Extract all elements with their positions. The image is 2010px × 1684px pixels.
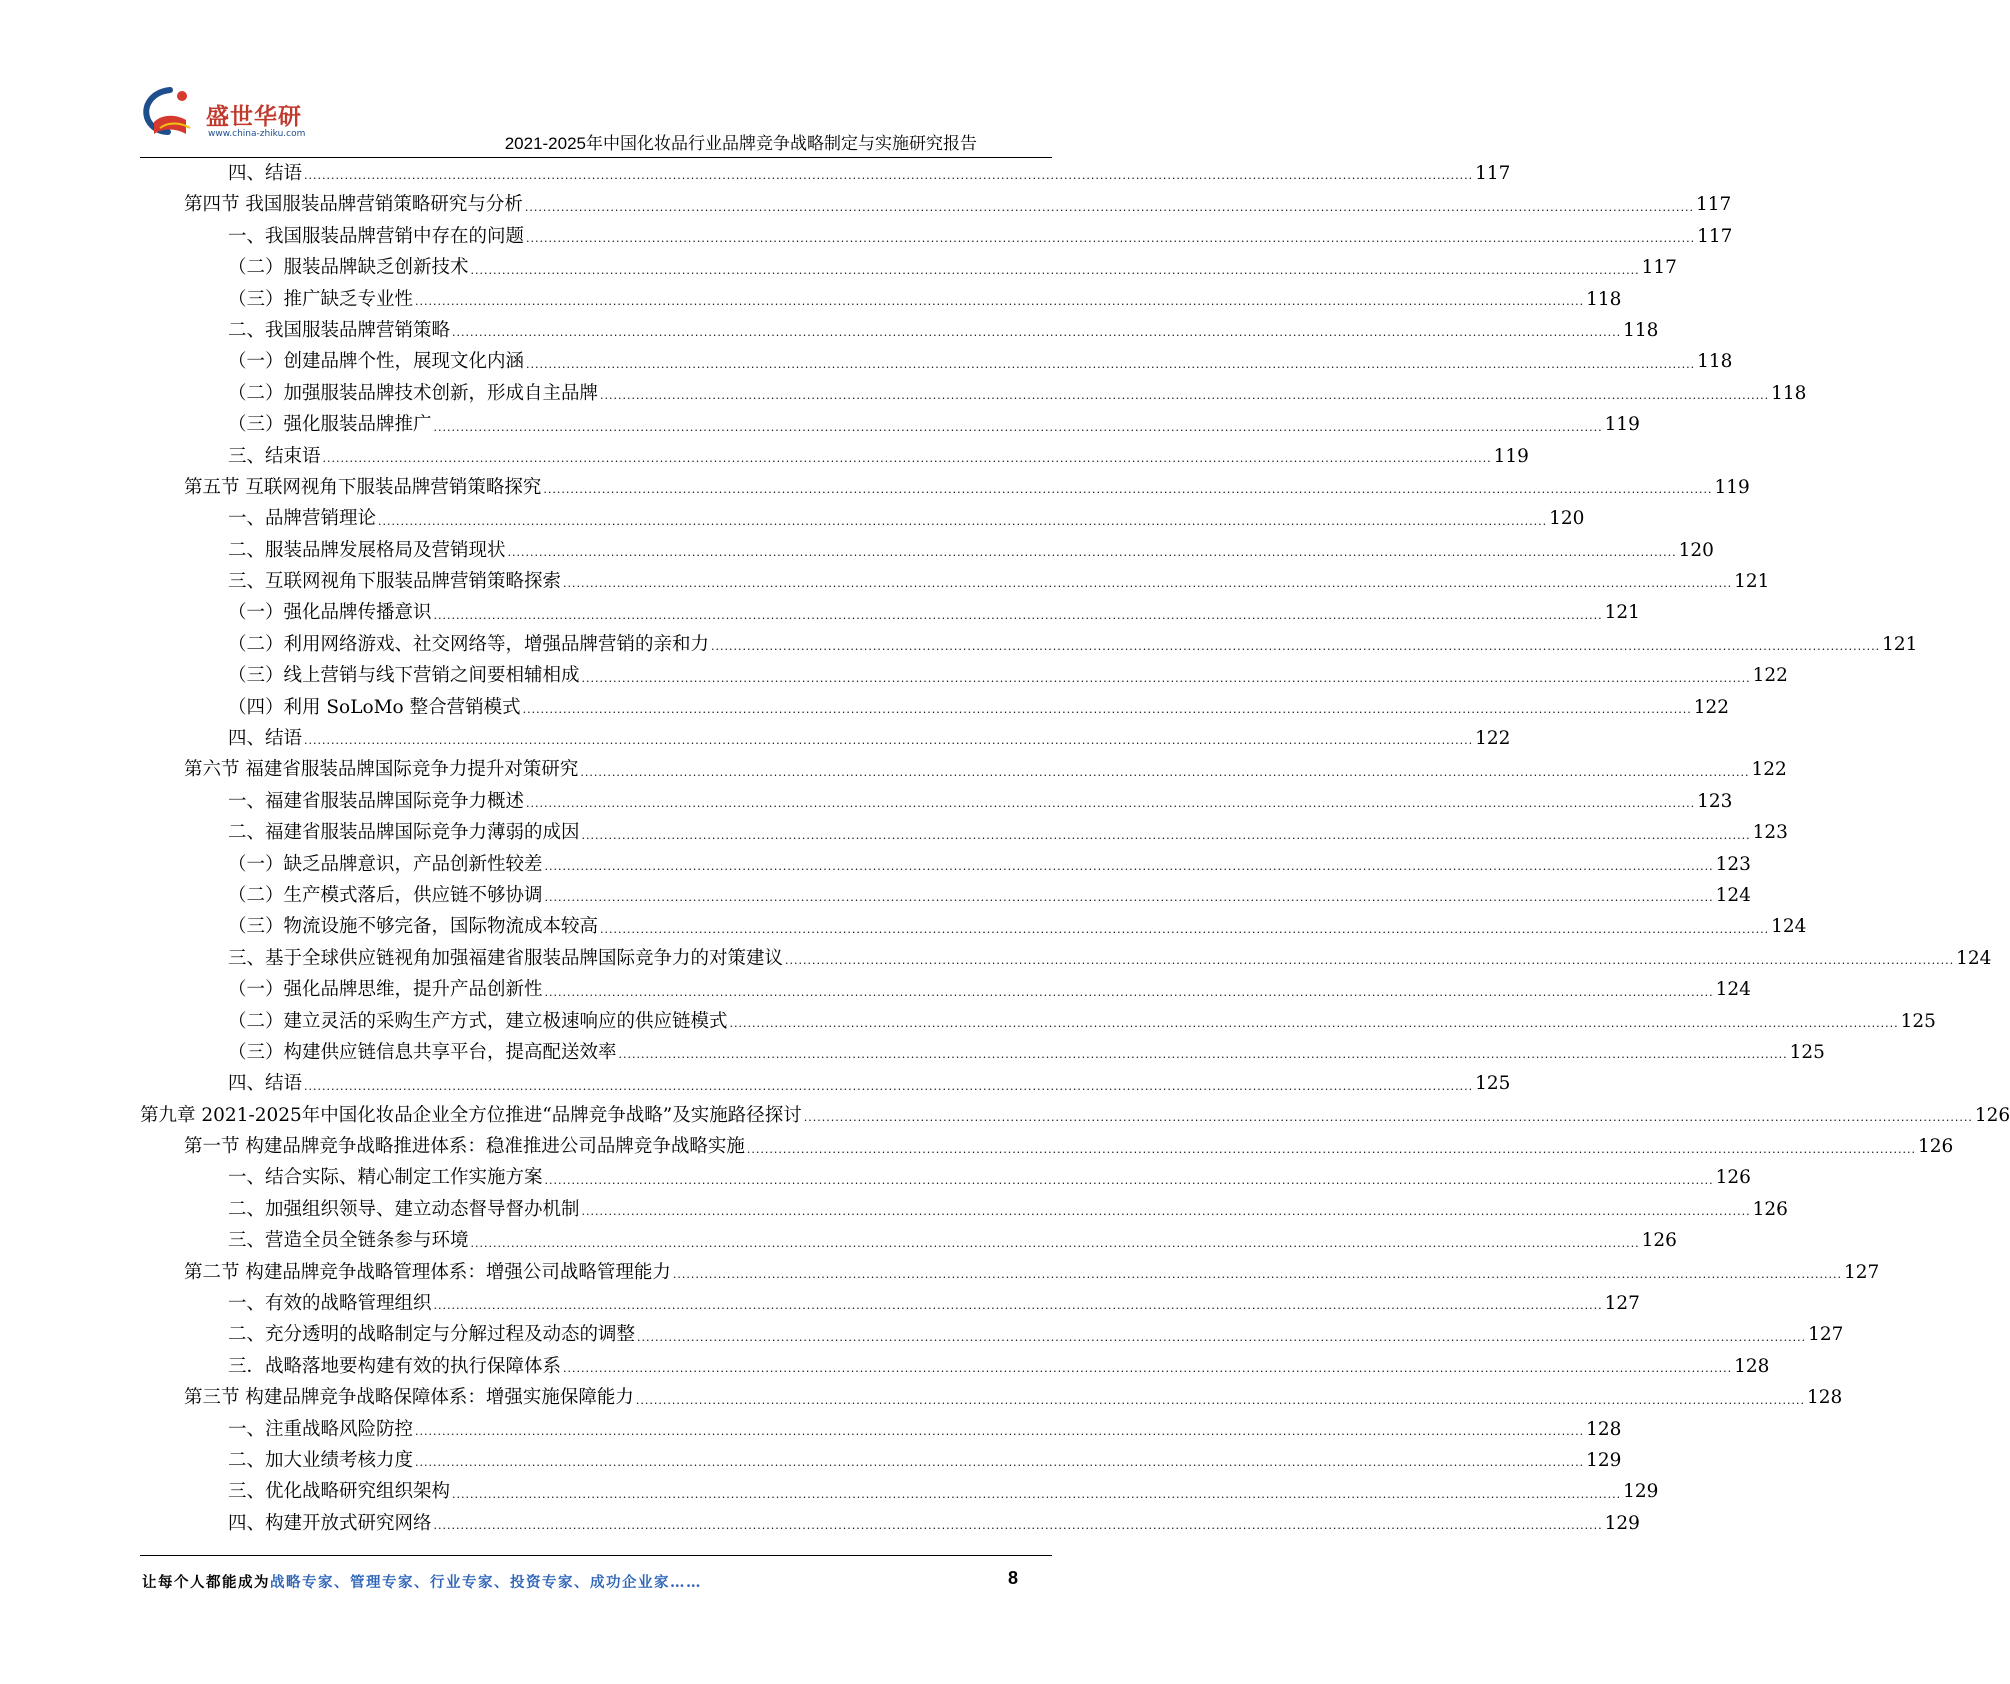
toc-entry-title: 四、构建开放式研究网络 [228, 1512, 432, 1534]
toc-entry-page: 122 [1475, 728, 1511, 750]
toc-entry[interactable] [140, 1351, 1770, 1382]
toc-entry-title: （一）强化品牌传播意识 [228, 602, 432, 624]
toc-entry[interactable] [140, 284, 1622, 315]
toc-entry-page: 118 [1697, 351, 1733, 373]
toc-entry-title: 一、福建省服装品牌国际竞争力概述 [228, 790, 525, 812]
toc-entry-page: 125 [1900, 1010, 1936, 1032]
toc-leader-dots: .................................................................................................................................................................................................................................................................... [563, 1362, 1733, 1376]
toc-entry-page: 117 [1696, 194, 1732, 216]
toc-entry-title: 四、结语 [228, 1073, 303, 1095]
toc-entry-title: 第一节 构建品牌竞争战略推进体系：稳准推进公司品牌竞争战略实施 [184, 1136, 745, 1158]
toc-entry-page: 118 [1586, 288, 1622, 310]
toc-entry-title: （三）构建供应链信息共享平台，提高配送效率 [228, 1041, 617, 1063]
toc-entry[interactable] [140, 880, 1751, 911]
toc-entry-page: 118 [1623, 319, 1659, 341]
toc-entry-title: （四）利用 SoLoMo 整合营销模式 [228, 696, 521, 718]
slogan-highlight: 战略专家、管理专家、行业专家、投资专家、成功企业家…… [270, 1574, 702, 1591]
toc-leader-dots: .................................................................................................................................................................................................................................................................... [544, 985, 1714, 999]
toc-entry-title: （二）服装品牌缺乏创新技术 [228, 257, 469, 279]
toc-entry[interactable] [140, 535, 1714, 566]
toc-entry-title: 二、福建省服装品牌国际竞争力薄弱的成因 [228, 822, 580, 844]
toc-entry-page: 117 [1475, 162, 1511, 184]
toc-entry-title: 二、加大业绩考核力度 [228, 1450, 414, 1471]
toc-entry-title: 第六节 福建省服装品牌国际竞争力提升对策研究 [184, 759, 579, 781]
toc-entry-page: 125 [1789, 1041, 1825, 1063]
toc-entry[interactable] [140, 503, 1585, 534]
toc-entry[interactable] [140, 378, 1807, 409]
toc-entry-page: 122 [1752, 665, 1788, 687]
toc-entry-page: 124 [1771, 916, 1807, 938]
toc-entry-page: 119 [1714, 476, 1750, 498]
toc-entry-page: 128 [1807, 1387, 1843, 1409]
toc-entry-title: 二、加强组织领导、建立动态督导督办机制 [228, 1198, 580, 1220]
toc-entry-title: （一）缺乏品牌意识，产品创新性较差 [228, 853, 543, 875]
toc-entry-title: （二）加强服装品牌技术创新，形成自主品牌 [228, 382, 599, 404]
toc-entry[interactable] [140, 1288, 1640, 1319]
toc-entry[interactable] [140, 692, 1730, 723]
toc-entry-page: 122 [1693, 696, 1730, 718]
toc-entry-title: 一、有效的战略管理组织 [228, 1293, 432, 1315]
toc-entry-title: 三．战略落地要构建有效的执行保障体系 [228, 1355, 562, 1377]
toc-entry[interactable] [140, 346, 1733, 377]
toc-entry-title: （三）线上营销与线下营销之间要相辅相成 [228, 665, 580, 687]
toc-leader-dots: .................................................................................................................................................................................................................................................................... [415, 1425, 1585, 1439]
toc-leader-dots: .................................................................................................................................................................................................................................................................... [415, 1456, 1585, 1470]
toc-leader-dots: .................................................................................................................................................................................................................................................................... [524, 200, 1695, 214]
toc-entry[interactable] [140, 1006, 1936, 1037]
toc-entry[interactable] [140, 597, 1640, 628]
toc-entry[interactable] [140, 1414, 1622, 1445]
toc-entry[interactable] [140, 754, 1787, 785]
toc-leader-dots: .................................................................................................................................................................................................................................................................... [544, 891, 1714, 905]
toc-entry[interactable] [140, 315, 1659, 346]
toc-entry-page: 123 [1752, 822, 1788, 844]
toc-leader-dots: .................................................................................................................................................................................................................................................................... [415, 294, 1585, 308]
toc-leader-dots: .................................................................................................................................................................................................................................................................... [563, 577, 1733, 591]
table-of-contents [140, 158, 2010, 1539]
toc-leader-dots: .................................................................................................................................................................................................................................................................... [526, 232, 1696, 246]
toc-entry-title: 第四节 我国服装品牌营销策略研究与分析 [184, 194, 523, 216]
toc-entry-page: 123 [1697, 790, 1733, 812]
toc-entry[interactable] [140, 189, 1732, 220]
toc-leader-dots: .................................................................................................................................................................................................................................................................... [672, 1268, 1843, 1282]
toc-entry-title: （一）创建品牌个性，展现文化内涵 [228, 351, 525, 373]
toc-entry-title: 第二节 构建品牌竞争战略管理体系：增强公司战略管理能力 [184, 1261, 671, 1283]
toc-entry-title: 四、结语 [228, 728, 303, 750]
toc-entry[interactable] [140, 1037, 1825, 1068]
toc-entry[interactable] [140, 1100, 2010, 1131]
toc-entry-page: 127 [1808, 1324, 1844, 1346]
toc-leader-dots: .................................................................................................................................................................................................................................................................... [543, 483, 1713, 497]
toc-leader-dots: .................................................................................................................................................................................................................................................................... [580, 765, 1750, 779]
toc-entry-title: 三、优化战略研究组织架构 [228, 1481, 451, 1503]
toc-entry-page: 128 [1586, 1418, 1622, 1440]
toc-leader-dots: .................................................................................................................................................................................................................................................................... [637, 1330, 1807, 1344]
toc-entry-page: 122 [1751, 759, 1787, 781]
toc-leader-dots: .................................................................................................................................................................................................................................................................... [322, 451, 1492, 465]
toc-entry[interactable] [140, 158, 1511, 189]
toc-entry-page: 117 [1641, 257, 1677, 279]
toc-entry[interactable] [140, 849, 1751, 880]
toc-entry-title: 第九章 2021-2025年中国化妆品企业全方位推进“品牌竞争战略”及实施路径探讨 [140, 1104, 802, 1126]
toc-leader-dots: .................................................................................................................................................................................................................................................................... [803, 1111, 1973, 1125]
document-title: 2021-2025年中国化妆品行业品牌竞争战略制定与实施研究报告 [504, 134, 977, 153]
toc-entry-title: 第五节 互联网视角下服装品牌营销策略探究 [184, 476, 542, 498]
footer-divider [140, 1555, 1052, 1556]
toc-entry-title: 三、基于全球供应链视角加强福建省服装品牌国际竞争力的对策建议 [228, 947, 784, 969]
toc-entry[interactable] [140, 1508, 1640, 1539]
toc-entry-title: （三）物流设施不够完备，国际物流成本较高 [228, 916, 599, 938]
toc-entry[interactable] [140, 1319, 1844, 1350]
toc-entry-title: 二、服装品牌发展格局及营销现状 [228, 539, 506, 561]
toc-leader-dots: .................................................................................................................................................................................................................................................................... [526, 357, 1696, 371]
toc-leader-dots: .................................................................................................................................................................................................................................................................... [433, 420, 1603, 434]
toc-entry[interactable] [140, 786, 1733, 817]
toc-entry-title: 三、互联网视角下服装品牌营销策略探索 [228, 571, 562, 593]
toc-leader-dots: .................................................................................................................................................................................................................................................................... [452, 1487, 1622, 1501]
toc-entry-title: 一、注重战略风险防控 [228, 1418, 414, 1440]
toc-entry[interactable] [140, 817, 1788, 848]
toc-entry-page: 121 [1604, 602, 1640, 624]
toc-entry[interactable] [140, 221, 1733, 252]
toc-leader-dots: .................................................................................................................................................................................................................................................................... [785, 954, 1955, 968]
toc-entry[interactable] [140, 911, 1807, 942]
toc-entry-title: （三）推广缺乏专业性 [228, 288, 414, 310]
toc-leader-dots: .................................................................................................................................................................................................................................................................... [581, 1205, 1751, 1219]
toc-entry-title: 三、结束语 [228, 445, 321, 467]
page-number: 8 [1008, 1568, 1019, 1588]
toc-entry-page: 126 [1715, 1167, 1751, 1189]
toc-entry-page: 118 [1771, 382, 1807, 404]
toc-entry[interactable] [140, 1382, 1843, 1413]
toc-entry[interactable] [140, 566, 1770, 597]
toc-entry-page: 120 [1678, 539, 1714, 561]
logo-emblem-icon [140, 84, 210, 144]
toc-entry[interactable] [140, 1476, 1659, 1507]
toc-entry-title: 二、充分透明的战略制定与分解过程及动态的调整 [228, 1324, 636, 1346]
toc-entry[interactable] [140, 252, 1677, 283]
toc-leader-dots: .................................................................................................................................................................................................................................................................... [378, 514, 1548, 528]
toc-leader-dots: .................................................................................................................................................................................................................................................................... [304, 734, 1474, 748]
toc-entry-page: 127 [1844, 1261, 1880, 1283]
toc-entry-page: 127 [1604, 1293, 1640, 1315]
toc-entry-title: 三、营造全员全链条参与环境 [228, 1230, 469, 1252]
toc-entry[interactable] [140, 943, 1992, 974]
toc-leader-dots: .................................................................................................................................................................................................................................................................... [433, 1299, 1603, 1313]
toc-entry-page: 119 [1493, 445, 1529, 467]
toc-entry-page: 124 [1956, 947, 1992, 969]
toc-leader-dots: .................................................................................................................................................................................................................................................................... [635, 1393, 1806, 1407]
toc-leader-dots: .................................................................................................................................................................................................................................................................... [433, 1519, 1603, 1533]
toc-entry-title: 二、我国服装品牌营销策略 [228, 319, 451, 341]
toc-entry-page: 120 [1549, 508, 1585, 530]
toc-leader-dots: .................................................................................................................................................................................................................................................................... [470, 263, 1640, 277]
toc-entry-title: 一、我国服装品牌营销中存在的问题 [228, 225, 525, 247]
toc-entry-page: 123 [1715, 853, 1751, 875]
toc-entry-title: 一、品牌营销理论 [228, 508, 377, 530]
toc-leader-dots: .................................................................................................................................................................................................................................................................... [452, 326, 1622, 340]
toc-entry[interactable] [140, 1131, 1954, 1162]
toc-leader-dots: .................................................................................................................................................................................................................................................................... [526, 797, 1696, 811]
toc-entry[interactable] [140, 409, 1640, 440]
toc-leader-dots: .................................................................................................................................................................................................................................................................... [544, 1173, 1714, 1187]
toc-entry-title: 四、结语 [228, 162, 303, 184]
toc-entry-page: 126 [1641, 1230, 1677, 1252]
toc-entry-page: 124 [1715, 884, 1751, 906]
toc-leader-dots: .................................................................................................................................................................................................................................................................... [729, 1016, 1899, 1030]
toc-entry-page: 128 [1734, 1355, 1770, 1377]
toc-entry-page: 129 [1623, 1481, 1659, 1503]
slogan-prefix: 让每个人都能成为 [142, 1574, 270, 1591]
toc-entry-page: 126 [1974, 1104, 2010, 1126]
toc-entry[interactable] [140, 629, 1918, 660]
toc-leader-dots: .................................................................................................................................................................................................................................................................... [581, 671, 1751, 685]
toc-entry-page: 121 [1882, 633, 1918, 655]
toc-entry-title: （三）强化服装品牌推广 [228, 414, 432, 436]
toc-entry-title: （二）建立灵活的采购生产方式，建立极速响应的供应链模式 [228, 1010, 728, 1032]
toc-entry[interactable] [140, 1257, 1880, 1288]
toc-leader-dots: .................................................................................................................................................................................................................................................................... [470, 1236, 1640, 1250]
toc-leader-dots: .................................................................................................................................................................................................................................................................... [711, 640, 1881, 654]
toc-entry[interactable] [140, 441, 1529, 472]
toc-entry-title: 一、结合实际、精心制定工作实施方案 [228, 1167, 543, 1189]
toc-leader-dots: .................................................................................................................................................................................................................................................................... [600, 389, 1770, 403]
toc-entry-page: 129 [1604, 1512, 1640, 1534]
toc-entry[interactable] [140, 1068, 1511, 1099]
toc-entry[interactable] [140, 1163, 1751, 1194]
toc-entry[interactable] [140, 472, 1750, 503]
toc-leader-dots: .................................................................................................................................................................................................................................................................... [544, 859, 1714, 873]
toc-leader-dots: .................................................................................................................................................................................................................................................................... [433, 608, 1603, 622]
footer-slogan [142, 1571, 702, 1592]
toc-leader-dots: .................................................................................................................................................................................................................................................................... [522, 703, 1692, 717]
toc-entry-page: 119 [1604, 414, 1640, 436]
toc-leader-dots: .................................................................................................................................................................................................................................................................... [304, 169, 1474, 183]
toc-entry-page: 129 [1586, 1450, 1622, 1471]
toc-leader-dots: .................................................................................................................................................................................................................................................................... [581, 828, 1751, 842]
toc-entry[interactable] [140, 1225, 1677, 1256]
company-logo [140, 84, 310, 154]
toc-entry[interactable] [140, 1445, 1622, 1476]
toc-leader-dots: .................................................................................................................................................................................................................................................................... [600, 922, 1770, 936]
toc-entry-title: （二）利用网络游戏、社交网络等，增强品牌营销的亲和力 [228, 633, 710, 655]
toc-entry-page: 125 [1475, 1073, 1511, 1095]
toc-entry-title: （一）强化品牌思维，提升产品创新性 [228, 979, 543, 1001]
toc-entry-page: 121 [1734, 571, 1770, 593]
toc-entry-page: 126 [1752, 1198, 1788, 1220]
logo-url: www.china-zhiku.com [208, 129, 306, 139]
toc-entry[interactable] [140, 1194, 1788, 1225]
toc-leader-dots: .................................................................................................................................................................................................................................................................... [507, 546, 1677, 560]
toc-entry-page: 117 [1697, 225, 1733, 247]
toc-entry[interactable] [140, 723, 1511, 754]
logo-name: 盛世华研 [206, 104, 302, 130]
toc-entry-title: （二）生产模式落后，供应链不够协调 [228, 884, 543, 906]
toc-entry[interactable] [140, 660, 1788, 691]
toc-leader-dots: .................................................................................................................................................................................................................................................................... [304, 1079, 1474, 1093]
toc-entry[interactable] [140, 974, 1751, 1005]
toc-entry-page: 124 [1715, 979, 1751, 1001]
toc-entry-page: 126 [1918, 1136, 1954, 1158]
toc-entry-title: 第三节 构建品牌竞争战略保障体系：增强实施保障能力 [184, 1387, 634, 1409]
toc-leader-dots: .................................................................................................................................................................................................................................................................... [746, 1142, 1917, 1156]
toc-leader-dots: .................................................................................................................................................................................................................................................................... [618, 1048, 1788, 1062]
